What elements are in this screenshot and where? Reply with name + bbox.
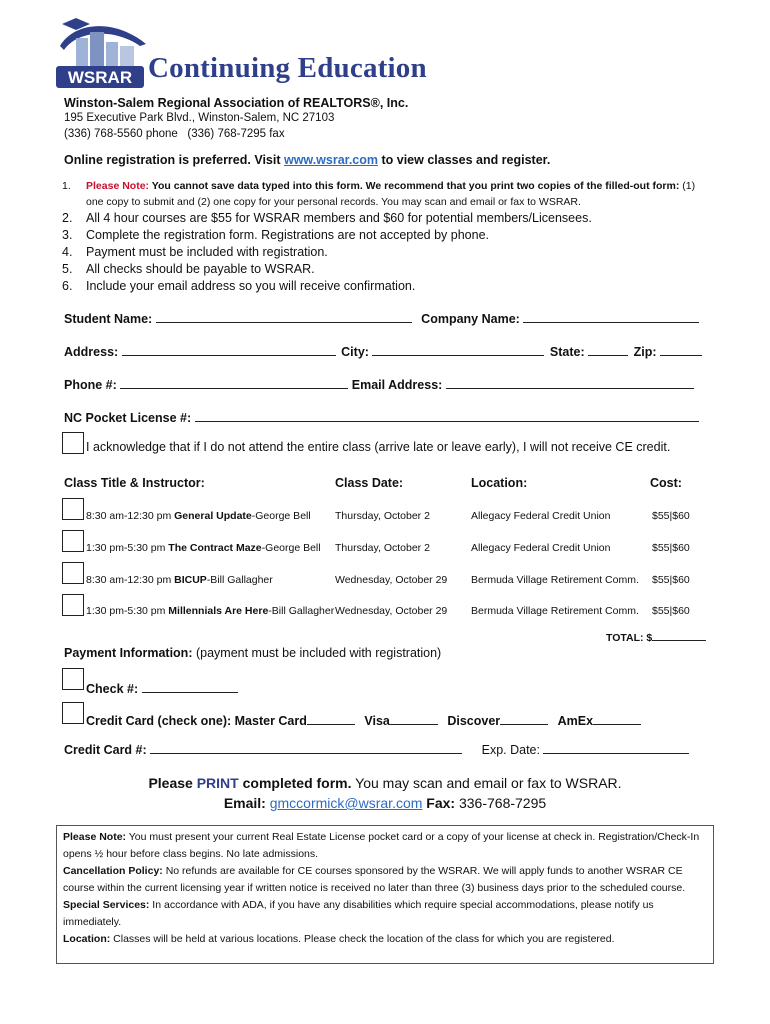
- org-phones: (336) 768-5560 phone (336) 768-7295 fax: [64, 128, 285, 140]
- location-text: Classes will be held at various locations. Please check the location of the class for which you are registered.: [110, 933, 615, 945]
- zip-field[interactable]: [660, 343, 702, 356]
- logo-badge-text: WSRAR: [67, 68, 133, 87]
- student-name-field[interactable]: [156, 310, 412, 323]
- please-note-label: Please Note:: [86, 180, 150, 192]
- class-time: 1:30 pm-5:30 pm: [86, 542, 169, 554]
- location-label: Location:: [63, 933, 111, 945]
- notice-paragraph: [63, 829, 707, 863]
- payment-heading-label: Payment Information:: [64, 646, 193, 660]
- list-item: [62, 244, 702, 261]
- print-instruction: [0, 775, 770, 791]
- list-number: 5.: [62, 262, 73, 276]
- list-text: Payment must be included with registration.: [86, 245, 328, 259]
- class-cost: $55|$60: [652, 510, 690, 522]
- state-label: State:: [549, 345, 585, 359]
- class-date: Thursday, October 2: [335, 510, 430, 522]
- org-address: 195 Executive Park Blvd., Winston-Salem, NC 27103: [64, 112, 335, 124]
- list-number: 2.: [62, 211, 73, 225]
- discover-field[interactable]: [500, 712, 548, 725]
- list-text: All checks should be payable to WSRAR.: [86, 262, 315, 276]
- check-checkbox[interactable]: [62, 668, 84, 690]
- completed-form-text: completed form.: [238, 775, 352, 791]
- building-shape: [120, 46, 134, 66]
- contact-line: [0, 795, 770, 811]
- instructor: -Bill Gallagher: [206, 574, 273, 586]
- instructions-list: [62, 178, 702, 295]
- city-label: City:: [341, 345, 369, 359]
- logo-title: Continuing Education: [148, 52, 427, 84]
- print-word: PRINT: [196, 775, 239, 791]
- notice-paragraph: [63, 931, 707, 948]
- license-label: NC Pocket License #:: [64, 411, 192, 425]
- class-cost: $55|$60: [652, 542, 690, 554]
- exp-date-label: Exp. Date:: [481, 743, 540, 757]
- class-cost: $55|$60: [652, 574, 690, 586]
- online-suffix: to view classes and register.: [378, 153, 551, 167]
- list-number: 3.: [62, 228, 73, 242]
- org-name: Winston-Salem Regional Association of REALTORS®, Inc.: [64, 96, 409, 110]
- amex-field[interactable]: [593, 712, 641, 725]
- wsrar-logo: [54, 14, 150, 92]
- notice-paragraph: [63, 863, 707, 897]
- list-text: Complete the registration form. Registrations are not accepted by phone.: [86, 228, 489, 242]
- payment-note: (payment must be included with registration): [192, 646, 442, 660]
- note-bold-text: You cannot save data typed into this form. We recommend that you print two copies of the filled-out form:: [149, 180, 680, 192]
- total-row: [606, 630, 706, 644]
- header-class-title: Class Title & Instructor:: [64, 476, 205, 490]
- class-location: Bermuda Village Retirement Comm.: [471, 605, 639, 617]
- class-cost: $55|$60: [652, 605, 690, 617]
- course-name: The Contract Maze: [168, 542, 262, 554]
- credit-card-row: [86, 712, 641, 728]
- instructor: -George Bell: [261, 542, 321, 554]
- policy-notice-box: [56, 825, 714, 964]
- notice-note-label: Please Note:: [63, 831, 127, 843]
- total-label: TOTAL: $: [606, 632, 653, 644]
- list-item: [62, 227, 702, 244]
- payment-heading: [64, 646, 441, 660]
- instructor: -Bill Gallagher: [268, 605, 335, 617]
- class-date: Wednesday, October 29: [335, 605, 448, 617]
- header-class-date: Class Date:: [335, 476, 404, 490]
- student-name-label: Student Name:: [64, 312, 153, 326]
- list-text: All 4 hour courses are $55 for WSRAR members and $60 for potential members/Licensees.: [86, 211, 592, 225]
- notice-note-text: You must present your current Real Estate License pocket card or a copy of your license at check in. Registration/Check-In opens ½ hour before class begins. No late admissions.: [63, 831, 700, 860]
- class-location: Allegacy Federal Credit Union: [471, 510, 611, 522]
- list-item: [62, 210, 702, 227]
- fax-label: Fax:: [426, 795, 456, 811]
- class-title: [86, 605, 334, 617]
- website-link[interactable]: www.wsrar.com: [283, 153, 379, 167]
- scan-email-text: You may scan and email or fax to WSRAR.: [351, 775, 622, 791]
- check-number-field[interactable]: [142, 680, 238, 693]
- online-registration-note: [64, 153, 550, 167]
- credit-card-number-field[interactable]: [150, 741, 462, 754]
- building-shape: [106, 42, 118, 66]
- class-title: [86, 510, 311, 522]
- special-services-text: In accordance with ADA, if you have any disabilities which require special accommodations, please notify us immediately.: [63, 899, 654, 928]
- address-row: [64, 343, 702, 359]
- check-label: Check #:: [86, 682, 139, 696]
- cancellation-label: Cancellation Policy:: [63, 865, 163, 877]
- header-cost: Cost:: [650, 476, 682, 490]
- address-label: Address:: [64, 345, 119, 359]
- email-label: Email Address:: [351, 378, 443, 392]
- course-name: Millennials Are Here: [168, 605, 269, 617]
- class-title: [86, 542, 321, 554]
- building-shape: [90, 32, 104, 66]
- name-row: [64, 310, 699, 326]
- class-date: Wednesday, October 29: [335, 574, 448, 586]
- instructor: -George Bell: [251, 510, 311, 522]
- visa-label: Visa: [364, 714, 390, 728]
- header-location: Location:: [471, 476, 528, 490]
- company-name-label: Company Name:: [421, 312, 520, 326]
- exp-date-field[interactable]: [543, 741, 689, 754]
- class-date: Thursday, October 2: [335, 542, 430, 554]
- note-text: (1) one copy to submit and (2) one copy for your personal records. You may scan and email or fax to WSRAR.: [86, 180, 696, 208]
- amex-label: AmEx: [557, 714, 594, 728]
- license-row: [64, 409, 699, 425]
- class-location: Allegacy Federal Credit Union: [471, 542, 611, 554]
- building-shape: [76, 38, 88, 66]
- check-row: [86, 680, 238, 696]
- special-services-label: Special Services:: [63, 899, 150, 911]
- class-time: 8:30 am-12:30 pm: [86, 510, 175, 522]
- course-name: BICUP: [174, 574, 207, 586]
- cancellation-text: No refunds are available for CE courses sponsored by the WSRAR. We will apply funds to another WSRAR CE course within the current licensing year if written notice is received no later than three (3) business days prior to the scheduled course.: [63, 865, 686, 894]
- list-item: [62, 261, 702, 278]
- class-checkbox[interactable]: [62, 498, 84, 520]
- address-field[interactable]: [122, 343, 336, 356]
- class-checkbox[interactable]: [62, 594, 84, 616]
- class-checkbox[interactable]: [62, 530, 84, 552]
- class-time: 1:30 pm-5:30 pm: [86, 605, 169, 617]
- acknowledge-checkbox[interactable]: [62, 432, 84, 454]
- company-name-field[interactable]: [523, 310, 699, 323]
- email-link[interactable]: gmccormick@wsrar.com: [269, 795, 423, 811]
- list-number: 1.: [62, 180, 71, 192]
- fax-number: 336-768-7295: [458, 795, 547, 811]
- class-title: [86, 574, 273, 586]
- class-checkbox[interactable]: [62, 562, 84, 584]
- phone-field[interactable]: [120, 376, 348, 389]
- credit-card-checkbox[interactable]: [62, 702, 84, 724]
- list-number: 6.: [62, 279, 73, 293]
- total-field[interactable]: [652, 630, 706, 641]
- please-text: Please: [148, 775, 197, 791]
- credit-card-number-label: Credit Card #:: [64, 743, 147, 757]
- course-name: General Update: [174, 510, 252, 522]
- mastercard-field[interactable]: [307, 712, 355, 725]
- discover-label: Discover: [447, 714, 501, 728]
- phone-row: [64, 376, 694, 392]
- email-label-submit: Email:: [223, 795, 266, 811]
- acknowledge-text: I acknowledge that if I do not attend the entire class (arrive late or leave early), I will not receive CE credit.: [86, 440, 671, 454]
- list-item: [62, 278, 702, 295]
- list-number: 4.: [62, 245, 73, 259]
- email-field[interactable]: [446, 376, 694, 389]
- phone-label: Phone #:: [64, 378, 117, 392]
- online-prefix: Online registration is preferred. Visit: [64, 153, 284, 167]
- list-text: Include your email address so you will receive confirmation.: [86, 279, 416, 293]
- notice-paragraph: [63, 897, 707, 931]
- credit-card-label: Credit Card (check one): Master Card: [86, 714, 307, 728]
- list-item: [62, 178, 702, 210]
- class-location: Bermuda Village Retirement Comm.: [471, 574, 639, 586]
- class-time: 8:30 am-12:30 pm: [86, 574, 175, 586]
- city-field[interactable]: [372, 343, 544, 356]
- credit-card-number-row: [64, 741, 689, 757]
- zip-label: Zip:: [633, 345, 657, 359]
- state-field[interactable]: [588, 343, 628, 356]
- license-field[interactable]: [195, 409, 699, 422]
- visa-field[interactable]: [390, 712, 438, 725]
